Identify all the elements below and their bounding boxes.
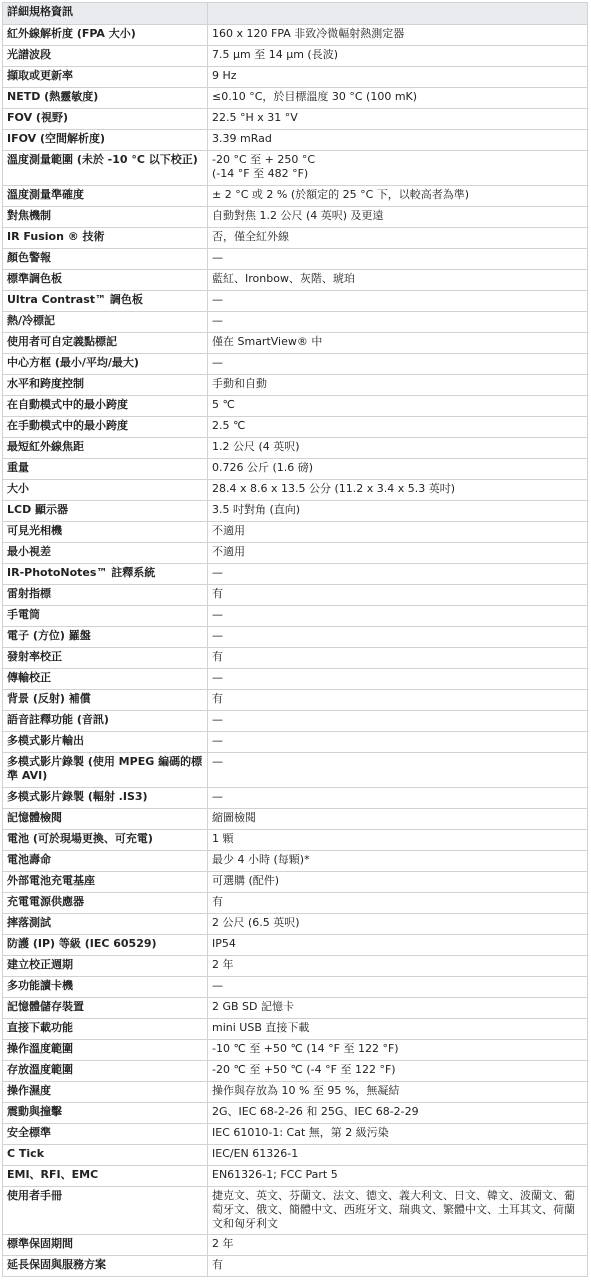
table-row: [3, 1124, 588, 1145]
table-row: [3, 88, 588, 109]
table-row: [3, 956, 588, 977]
spec-value: 9 Hz: [208, 67, 588, 88]
spec-label: 在自動模式中的最小跨度: [3, 396, 208, 417]
spec-label: 電子 (方位) 羅盤: [3, 627, 208, 648]
table-row: [3, 270, 588, 291]
spec-table: [2, 2, 588, 1277]
spec-label: 建立校正週期: [3, 956, 208, 977]
spec-label: 多模式影片錄製 (使用 MPEG 編碼的標準 AVI): [3, 753, 208, 788]
spec-value: -20 ℃ 至 +50 ℃ (-4 °F 至 122 °F): [208, 1061, 588, 1082]
table-row: [3, 417, 588, 438]
table-row: [3, 851, 588, 872]
spec-value: IP54: [208, 935, 588, 956]
table-row: [3, 893, 588, 914]
spec-value: 5 ℃: [208, 396, 588, 417]
table-row: [3, 186, 588, 207]
spec-label: 擷取或更新率: [3, 67, 208, 88]
spec-value: 2 年: [208, 1235, 588, 1256]
table-row: [3, 1019, 588, 1040]
table-row: [3, 872, 588, 893]
table-row: [3, 830, 588, 851]
spec-label: 操作溫度範圍: [3, 1040, 208, 1061]
spec-value: 1.2 公尺 (4 英呎): [208, 438, 588, 459]
spec-value: —: [208, 977, 588, 998]
spec-value: —: [208, 354, 588, 375]
spec-value: 有: [208, 648, 588, 669]
spec-label: 中心方框 (最小/平均/最大): [3, 354, 208, 375]
spec-label: 傳輸校正: [3, 669, 208, 690]
table-row: [3, 1061, 588, 1082]
spec-value: 自動對焦 1.2 公尺 (4 英呎) 及更遠: [208, 207, 588, 228]
spec-value: 3.39 mRad: [208, 130, 588, 151]
spec-value: —: [208, 788, 588, 809]
spec-label: 顏色警報: [3, 249, 208, 270]
spec-value: 有: [208, 690, 588, 711]
spec-label: 最小視差: [3, 543, 208, 564]
table-row: [3, 914, 588, 935]
spec-value: -20 °C 至 + 250 °C (-14 °F 至 482 °F): [208, 151, 588, 186]
spec-value: IEC 61010-1: Cat 無，第 2 級污染: [208, 1124, 588, 1145]
spec-label: 雷射指標: [3, 585, 208, 606]
spec-label: 可見光相機: [3, 522, 208, 543]
spec-label: 防護 (IP) 等級 (IEC 60529): [3, 935, 208, 956]
table-row: [3, 977, 588, 998]
spec-label: IFOV (空間解析度): [3, 130, 208, 151]
spec-value: 22.5 °H x 31 °V: [208, 109, 588, 130]
table-row: [3, 1187, 588, 1235]
spec-value: -10 ℃ 至 +50 ℃ (14 °F 至 122 °F): [208, 1040, 588, 1061]
table-row: [3, 375, 588, 396]
spec-label: 安全標準: [3, 1124, 208, 1145]
spec-label: 語音註釋功能 (音訊): [3, 711, 208, 732]
spec-label: 多模式影片輸出: [3, 732, 208, 753]
spec-value: 手動和自動: [208, 375, 588, 396]
table-header-row: [3, 3, 588, 25]
table-row: [3, 312, 588, 333]
spec-value: 2.5 ℃: [208, 417, 588, 438]
spec-value: 不適用: [208, 522, 588, 543]
spec-label: 水平和跨度控制: [3, 375, 208, 396]
table-row: [3, 480, 588, 501]
spec-label: 多功能讀卡機: [3, 977, 208, 998]
spec-label: 記憶體儲存裝置: [3, 998, 208, 1019]
table-row: [3, 690, 588, 711]
spec-table-body: [3, 25, 588, 1277]
spec-label: 直接下載功能: [3, 1019, 208, 1040]
table-row: [3, 606, 588, 627]
spec-label: 充電電源供應器: [3, 893, 208, 914]
spec-label: 在手動模式中的最小跨度: [3, 417, 208, 438]
spec-label: 外部電池充電基座: [3, 872, 208, 893]
spec-value: 160 x 120 FPA 非致冷微輻射熱測定器: [208, 25, 588, 46]
spec-value: 最少 4 小時 (每顆)*: [208, 851, 588, 872]
spec-value: 1 顆: [208, 830, 588, 851]
spec-value: 2 年: [208, 956, 588, 977]
table-row: [3, 711, 588, 732]
table-row: [3, 459, 588, 480]
spec-value: 可選購 (配件): [208, 872, 588, 893]
spec-value: 有: [208, 893, 588, 914]
spec-value: 有: [208, 585, 588, 606]
spec-value: —: [208, 291, 588, 312]
table-header-blank: [208, 3, 588, 25]
table-row: [3, 648, 588, 669]
table-header-title: 詳細規格資訊: [3, 3, 208, 25]
spec-label: 背景 (反射) 補償: [3, 690, 208, 711]
spec-label: 記憶體檢閱: [3, 809, 208, 830]
spec-label: 操作濕度: [3, 1082, 208, 1103]
spec-value: —: [208, 564, 588, 585]
spec-label: 對焦機制: [3, 207, 208, 228]
spec-value: 藍紅、Ironbow、灰階、琥珀: [208, 270, 588, 291]
spec-value: 僅在 SmartView® 中: [208, 333, 588, 354]
table-row: [3, 354, 588, 375]
spec-label: C Tick: [3, 1145, 208, 1166]
spec-value: mini USB 直接下載: [208, 1019, 588, 1040]
spec-value: 28.4 x 8.6 x 13.5 公分 (11.2 x 3.4 x 5.3 英吋): [208, 480, 588, 501]
spec-label: 重量: [3, 459, 208, 480]
spec-label: 延長保固與服務方案: [3, 1256, 208, 1277]
table-row: [3, 130, 588, 151]
table-row: [3, 1235, 588, 1256]
table-row: [3, 627, 588, 648]
spec-value: 2 GB SD 記憶卡: [208, 998, 588, 1019]
spec-label: 多模式影片錄製 (輻射 .IS3): [3, 788, 208, 809]
spec-value: —: [208, 711, 588, 732]
table-row: [3, 753, 588, 788]
table-row: [3, 291, 588, 312]
spec-label: 使用者手冊: [3, 1187, 208, 1235]
table-row: [3, 501, 588, 522]
table-row: [3, 396, 588, 417]
spec-value: 捷克文、英文、芬蘭文、法文、德文、義大利文、日文、韓文、波蘭文、葡萄牙文、俄文、簡體中文、西班牙文、瑞典文、繁體中文、土耳其文、荷蘭文和匈牙利文: [208, 1187, 588, 1235]
table-row: [3, 788, 588, 809]
spec-label: 手電筒: [3, 606, 208, 627]
spec-value: —: [208, 732, 588, 753]
spec-value: —: [208, 753, 588, 788]
spec-label: 大小: [3, 480, 208, 501]
spec-value: IEC/EN 61326-1: [208, 1145, 588, 1166]
spec-value: ± 2 °C 或 2 % (於額定的 25 °C 下，以較高者為準): [208, 186, 588, 207]
table-row: [3, 585, 588, 606]
spec-value: 2G、IEC 68-2-26 和 25G、IEC 68-2-29: [208, 1103, 588, 1124]
table-row: [3, 46, 588, 67]
spec-value: 0.726 公斤 (1.6 磅): [208, 459, 588, 480]
table-row: [3, 151, 588, 186]
table-row: [3, 249, 588, 270]
spec-label: 標準保固期間: [3, 1235, 208, 1256]
table-row: [3, 1256, 588, 1277]
spec-value: —: [208, 312, 588, 333]
spec-value: 7.5 μm 至 14 μm (長波): [208, 46, 588, 67]
table-row: [3, 935, 588, 956]
spec-label: 溫度測量準確度: [3, 186, 208, 207]
spec-label: 溫度測量範圍 (未於 -10 °C 以下校正): [3, 151, 208, 186]
spec-label: 最短紅外線焦距: [3, 438, 208, 459]
spec-value: 有: [208, 1256, 588, 1277]
spec-label: 光譜波段: [3, 46, 208, 67]
spec-label: 發射率校正: [3, 648, 208, 669]
spec-value: 否，僅全紅外線: [208, 228, 588, 249]
spec-value: 2 公尺 (6.5 英呎): [208, 914, 588, 935]
spec-label: 紅外線解析度 (FPA 大小): [3, 25, 208, 46]
spec-value: —: [208, 627, 588, 648]
spec-label: FOV (視野): [3, 109, 208, 130]
table-row: [3, 669, 588, 690]
spec-value: 縮圖檢閱: [208, 809, 588, 830]
table-row: [3, 228, 588, 249]
spec-value: —: [208, 606, 588, 627]
spec-label: IR-PhotoNotes™ 註釋系統: [3, 564, 208, 585]
table-row: [3, 1166, 588, 1187]
table-row: [3, 732, 588, 753]
spec-value: 不適用: [208, 543, 588, 564]
spec-label: NETD (熱靈敏度): [3, 88, 208, 109]
spec-label: LCD 顯示器: [3, 501, 208, 522]
spec-label: EMI、RFI、EMC: [3, 1166, 208, 1187]
spec-label: Ultra Contrast™ 調色板: [3, 291, 208, 312]
table-row: [3, 67, 588, 88]
spec-label: 存放溫度範圍: [3, 1061, 208, 1082]
table-row: [3, 1103, 588, 1124]
table-row: [3, 522, 588, 543]
spec-label: 震動與撞擊: [3, 1103, 208, 1124]
table-row: [3, 333, 588, 354]
table-row: [3, 438, 588, 459]
spec-label: 摔落測試: [3, 914, 208, 935]
table-row: [3, 543, 588, 564]
spec-value: ≤0.10 °C，於目標溫度 30 °C (100 mK): [208, 88, 588, 109]
spec-value: —: [208, 669, 588, 690]
table-row: [3, 998, 588, 1019]
table-row: [3, 1040, 588, 1061]
table-row: [3, 109, 588, 130]
table-row: [3, 1082, 588, 1103]
table-row: [3, 25, 588, 46]
spec-value: EN61326-1; FCC Part 5: [208, 1166, 588, 1187]
table-row: [3, 809, 588, 830]
spec-value: 3.5 吋對角 (直向): [208, 501, 588, 522]
spec-label: 電池 (可於現場更換、可充電): [3, 830, 208, 851]
table-row: [3, 564, 588, 585]
spec-label: 使用者可自定義點標記: [3, 333, 208, 354]
spec-value: —: [208, 249, 588, 270]
spec-label: 熱/冷標記: [3, 312, 208, 333]
spec-label: IR Fusion ® 技術: [3, 228, 208, 249]
table-row: [3, 1145, 588, 1166]
spec-label: 標準調色板: [3, 270, 208, 291]
table-row: [3, 207, 588, 228]
spec-label: 電池壽命: [3, 851, 208, 872]
spec-value: 操作與存放為 10 % 至 95 %，無凝結: [208, 1082, 588, 1103]
